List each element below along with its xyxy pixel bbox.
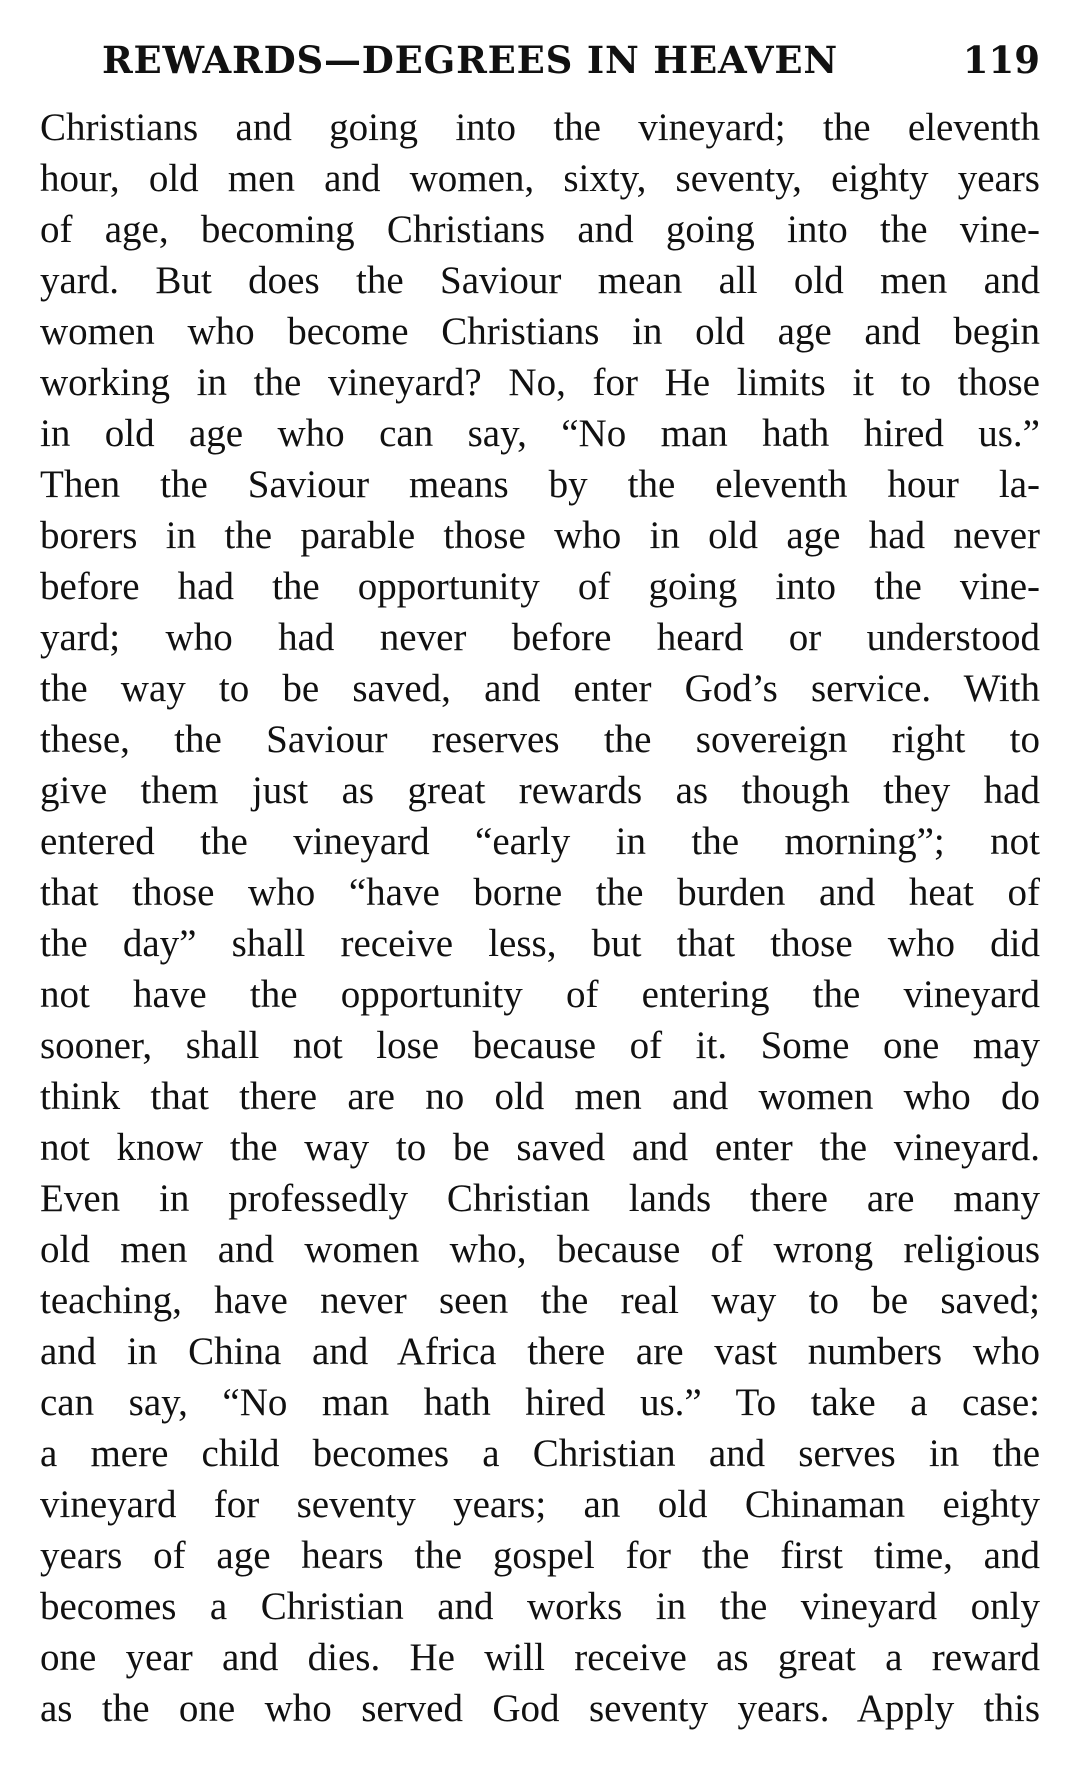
text-line: not have the opportunity of entering the vineyard	[40, 973, 1040, 1016]
text-line: sooner, shall not lose because of it. Some one may	[40, 1024, 1040, 1067]
text-line: these, the Saviour reserves the sovereign right to	[40, 718, 1040, 761]
text-line: becomes a Christian and works in the vineyard only	[40, 1585, 1040, 1628]
text-line: women who become Christians in old age and begin	[40, 310, 1040, 353]
text-line: vineyard for seventy years; an old Chinaman eighty	[40, 1483, 1040, 1526]
text-line: Then the Saviour means by the eleventh hour la-	[40, 463, 1040, 506]
text-line: yard. But does the Saviour mean all old men and	[40, 259, 1040, 302]
text-line: before had the opportunity of going into the vine-	[40, 565, 1040, 608]
text-line: yard; who had never before heard or understood	[40, 616, 1040, 659]
text-line: hour, old men and women, sixty, seventy, eighty years	[40, 157, 1040, 200]
text-line: that those who “have borne the burden and heat of	[40, 871, 1040, 914]
text-line: borers in the parable those who in old age had never	[40, 514, 1040, 557]
body-text	[40, 102, 1040, 1734]
text-line: a mere child becomes a Christian and serves in the	[40, 1432, 1040, 1475]
text-line: teaching, have never seen the real way to be saved;	[40, 1279, 1040, 1322]
text-line: can say, “No man hath hired us.” To take a case:	[40, 1381, 1040, 1424]
text-line: think that there are no old men and women who do	[40, 1075, 1040, 1118]
text-line: Christians and going into the vineyard; the eleventh	[40, 106, 1040, 149]
text-line: the day” shall receive less, but that those who did	[40, 922, 1040, 965]
text-line: Even in professedly Christian lands there are many	[40, 1177, 1040, 1220]
text-line: years of age hears the gospel for the first time, and	[40, 1534, 1040, 1577]
running-title: REWARDS—DEGREES IN HEAVEN	[102, 38, 838, 82]
page-number: 119	[962, 38, 1040, 82]
text-line: as the one who served God seventy years. Apply this	[40, 1687, 1040, 1730]
text-line: of age, becoming Christians and going into the vine-	[40, 208, 1040, 251]
text-line: and in China and Africa there are vast numbers who	[40, 1330, 1040, 1373]
book-page	[40, 30, 1040, 1750]
text-line: not know the way to be saved and enter the vineyard.	[40, 1126, 1040, 1169]
text-line: in old age who can say, “No man hath hired us.”	[40, 412, 1040, 455]
text-line: the way to be saved, and enter God’s service. With	[40, 667, 1040, 710]
running-head	[40, 30, 1040, 90]
text-line: give them just as great rewards as though they had	[40, 769, 1040, 812]
text-line: old men and women who, because of wrong religious	[40, 1228, 1040, 1271]
text-line: entered the vineyard “early in the morning”; not	[40, 820, 1040, 863]
text-line: one year and dies. He will receive as great a reward	[40, 1636, 1040, 1679]
text-line: working in the vineyard? No, for He limits it to those	[40, 361, 1040, 404]
